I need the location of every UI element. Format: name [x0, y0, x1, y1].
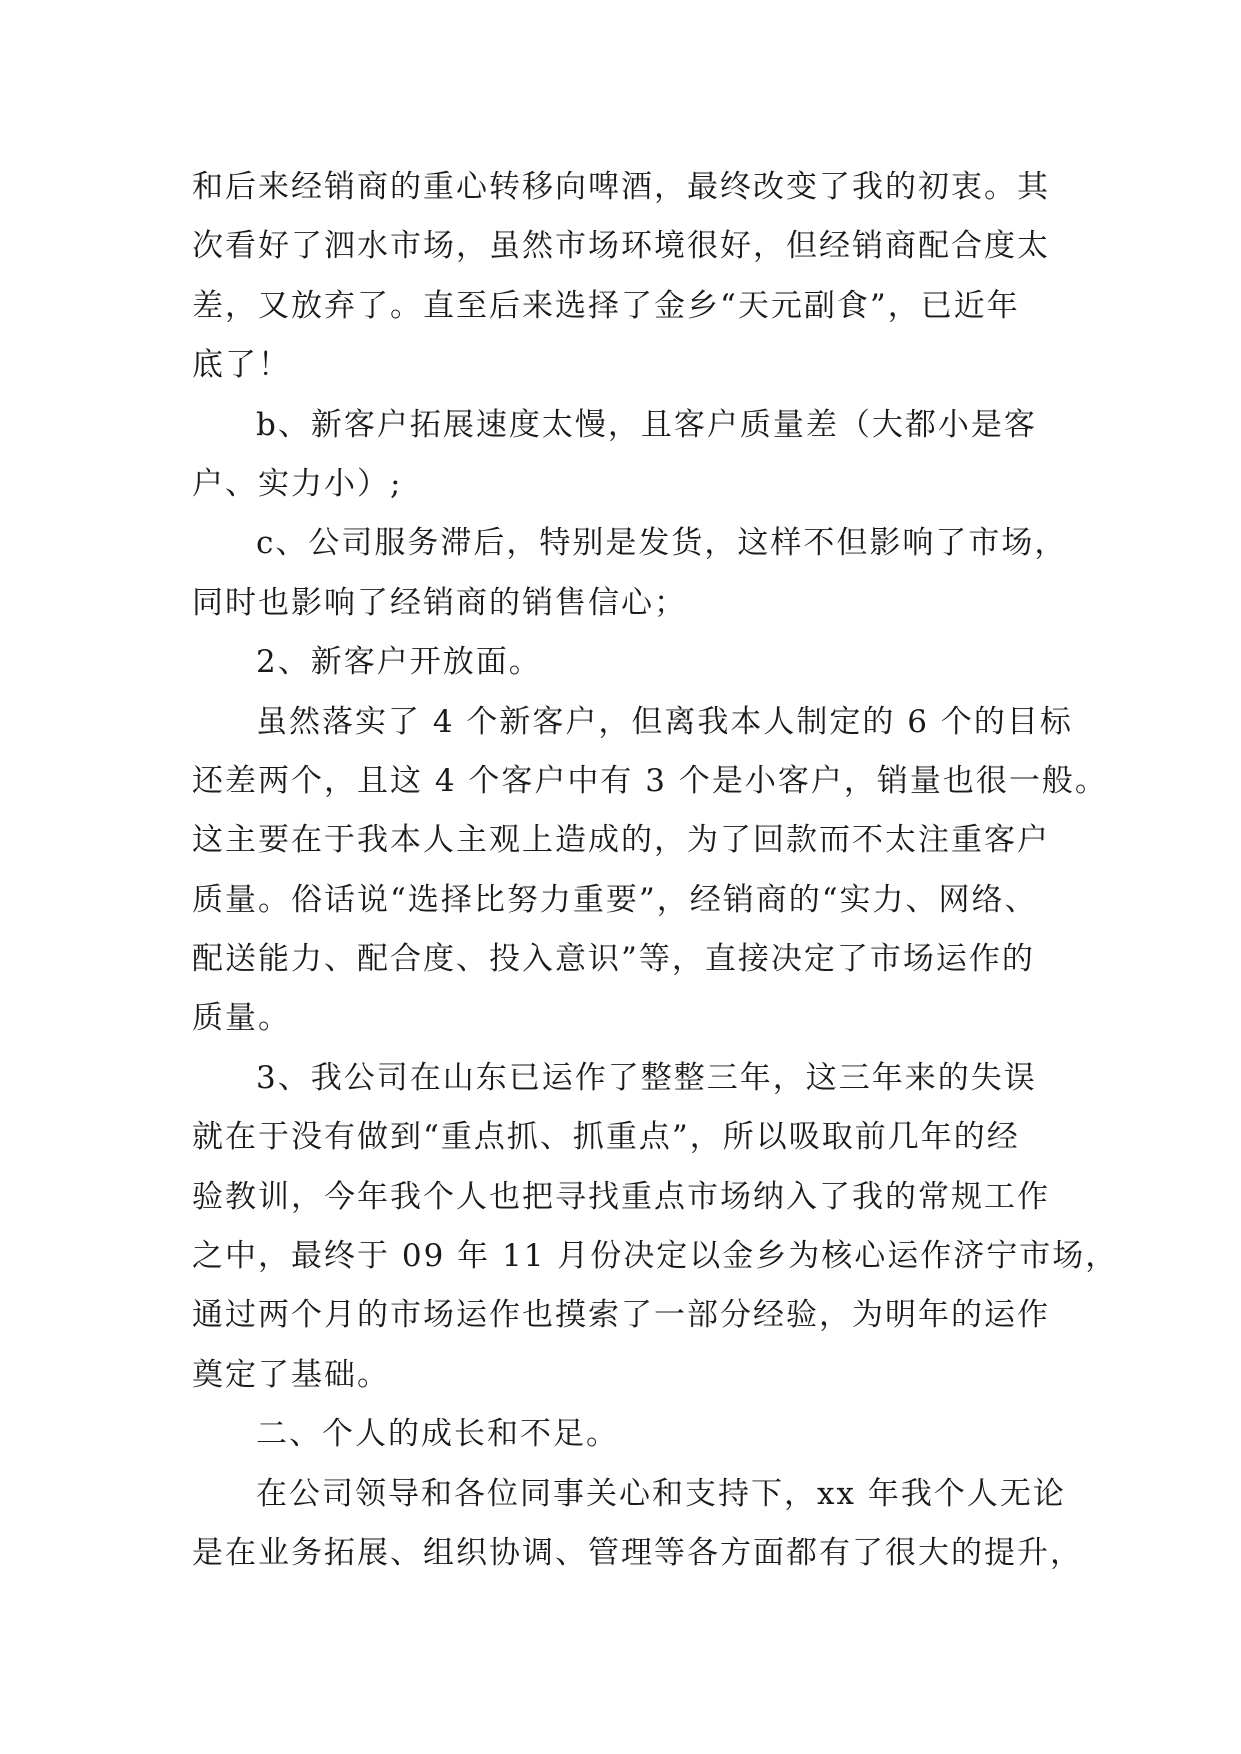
- text-line: 同时也影响了经销商的销售信心；: [192, 584, 687, 621]
- text-line: 这主要在于我本人主观上造成的，为了回款而不太注重客户: [192, 822, 1050, 859]
- text-line: 奠定了基础。: [192, 1356, 390, 1393]
- text-line: 是在业务拓展、组织协调、管理等各方面都有了很大的提升，: [192, 1534, 1083, 1571]
- text-line: 就在于没有做到“重点抓、抓重点”，所以吸取前几年的经: [192, 1119, 1020, 1156]
- text-line: 和后来经销商的重心转移向啤酒，最终改变了我的初衷。其: [192, 169, 1050, 205]
- text-line: 配送能力、配合度、投入意识”等，直接决定了市场运作的: [192, 941, 1035, 978]
- paragraph-first-line: b、新客户拓展速度太慢，且客户质量差（大都小是客: [256, 406, 1037, 443]
- text-line: 户、实力小）;: [192, 465, 403, 502]
- text-line: 质量。俗话说“选择比努力重要”，经销商的“实力、网络、: [192, 881, 1038, 918]
- section-heading: 2、新客户开放面。: [256, 644, 542, 681]
- text-line: 通过两个月的市场运作也摸索了一部分经验，为明年的运作: [192, 1297, 1050, 1334]
- text-line: 底了！: [192, 347, 291, 384]
- text-line: 质量。: [192, 1000, 291, 1037]
- text-line: 次看好了泗水市场，虽然市场环境很好，但经销商配合度太: [192, 228, 1050, 265]
- paragraph-first-line: 3、我公司在山东已运作了整整三年，这三年来的失误: [256, 1059, 1037, 1096]
- paragraph-first-line: 虽然落实了 4 个新客户，但离我本人制定的 6 个的目标: [256, 703, 1073, 740]
- document-body: [192, 158, 1119, 1583]
- section-heading: 二、个人的成长和不足。: [256, 1416, 619, 1453]
- paragraph-first-line: c、公司服务滞后，特别是发货，这样不但影响了市场，: [256, 525, 1068, 562]
- text-line: 还差两个，且这 4 个客户中有 3 个是小客户，销量也很一般。: [192, 762, 1108, 799]
- paragraph-first-line: 在公司领导和各位同事关心和支持下，xx 年我个人无论: [256, 1475, 1066, 1512]
- text-line: 差，又放弃了。直至后来选择了金乡“天元副食”，已近年: [192, 287, 1020, 324]
- text-line: 验教训，今年我个人也把寻找重点市场纳入了我的常规工作: [192, 1178, 1050, 1215]
- text-line: 之中，最终于 09 年 11 月份决定以金乡为核心运作济宁市场，: [192, 1238, 1119, 1275]
